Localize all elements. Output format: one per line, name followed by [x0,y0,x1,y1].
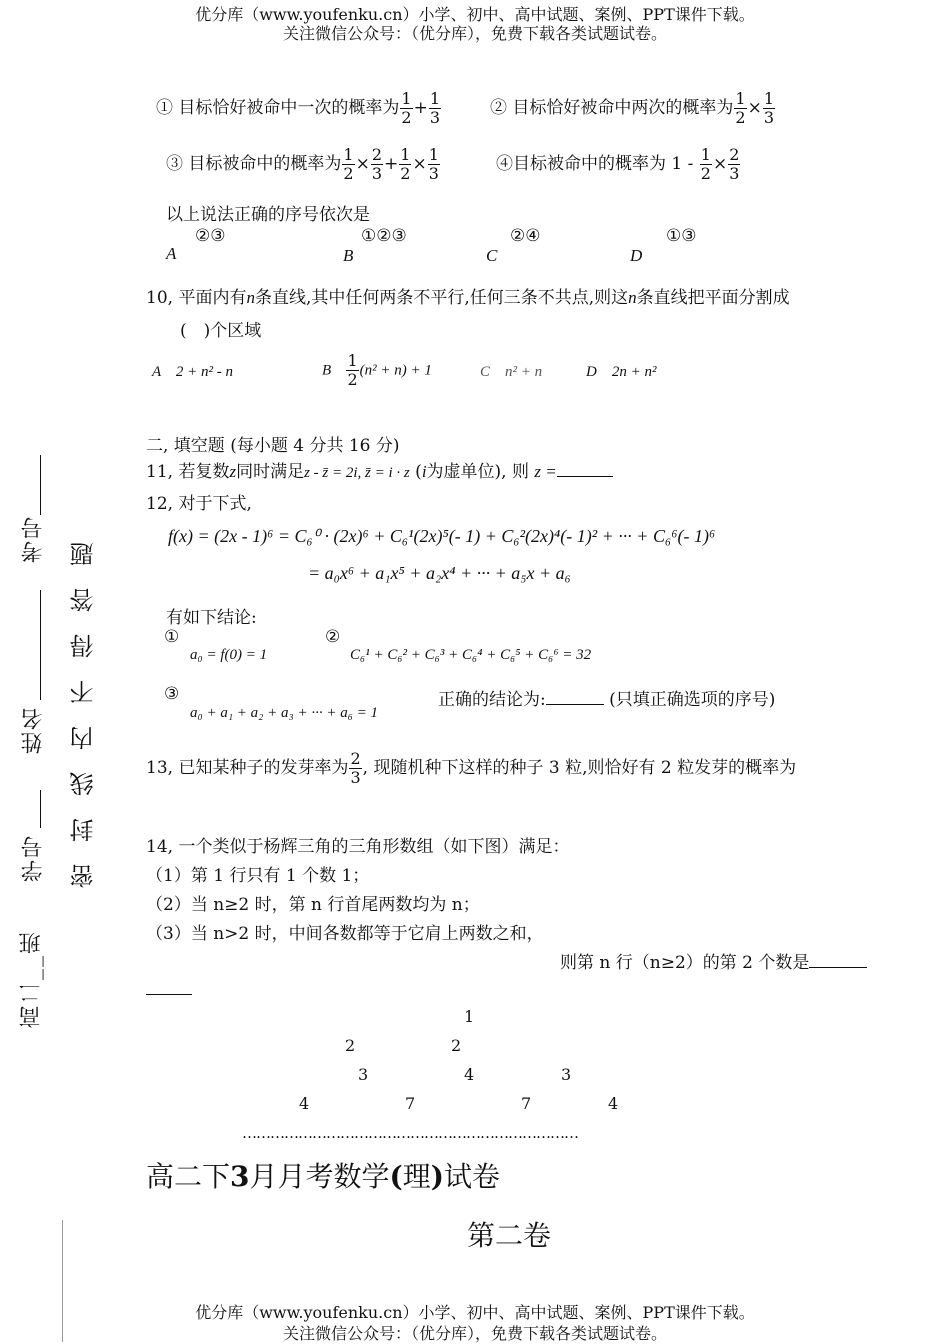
triangle-r3-c3: 3 [561,1065,572,1084]
q9-option-b-text: ①②③ [361,226,407,246]
q12-c3-num: ③ [164,684,180,704]
q14-line-2: （1）第 1 行只有 1 个数 1； [146,866,370,886]
seal-line-text: 密封线内不得答题 [70,520,98,888]
q9-statement-4: ④目标被命中的概率为 1 - $\frac{1}{2}$ × $\frac{2}{3}$ [496,145,740,183]
section-2-title: 二, 填空题 (每小题 4 分共 16 分) [146,436,400,456]
q12-title: 12, 对于下式, [146,494,252,514]
q14-line-5: 则第 n 行（n≥2）的第 2 个数是 [560,948,867,973]
xuehao-blank[interactable] [40,790,41,828]
q9-statement-1: ① 目标恰好被命中一次的概率为 $\frac{1}{2}$ + $\frac{1}{3}$ [156,89,441,127]
xuehao-label: 学号 [21,834,46,882]
triangle-r2-c2: 2 [451,1036,462,1055]
triangle-r2-c1: 2 [345,1036,356,1055]
triangle-dots: ……………………………………………………………… [242,1124,578,1142]
q10-line-1: 10, 平面内有n条直线,其中任何两条不平行,任何三条不共点,则这n条直线把平面分割成 [146,288,790,308]
q9-option-d-letter: D [630,246,643,265]
triangle-r3-c2: 4 [464,1065,475,1084]
q12-answer-line: 正确的结论为: (只填正确选项的序号) [438,685,775,710]
kaohao-label: 考号 [21,515,46,563]
header-line-2: 关注微信公众号：（优分库），免费下载各类试题试卷。 [282,24,667,43]
q13-text: 13, 已知某种子的发芽率为 $\frac{2}{3}$ , 现随机种下这样的种子 3 粒,则恰好有 2 粒发芽的概率为 [146,749,797,787]
q12-c1: a₀ = f(0) = 1 [190,647,268,663]
q10-option-b: B $\frac{1}{2}$ (n² + n) + 1 [322,351,432,389]
binding-line [62,1220,63,1342]
q12-answer-blank[interactable] [546,687,604,705]
xingming-label: 姓名 [21,706,46,754]
triangle-r3-c1: 3 [358,1065,369,1084]
q9-option-a-letter: A [166,244,177,263]
triangle-r4-c1: 4 [299,1094,310,1113]
q12-equation-2: = a₀x⁶ + a₁x⁵ + a₂x⁴ + ··· + a₅x + a₆ [308,563,571,583]
q10-option-a: A 2 + n² - n [152,364,234,380]
q12-c1-num: ① [164,627,180,647]
triangle-r4-c2: 7 [405,1094,416,1113]
xingming-blank[interactable] [40,590,41,700]
q14-line-4: （3）当 n>2 时，中间各数都等于它肩上两数之和， [146,924,544,944]
q9-stem: 以上说法正确的序号依次是 [166,205,370,225]
q14-line-1: 14, 一个类似于杨辉三角的三角形数组（如下图）满足： [146,837,570,857]
q12-c3: a₀ + a₁ + a₂ + a₃ + ··· + a₆ = 1 [190,705,379,721]
paper-title: 高二下3月月考数学(理)试卷 [146,1160,501,1193]
footer-line-1: 优分库（www.youfenku.cn）小学、初中、高中试题、案例、PPT课件下载。 [195,1303,755,1322]
q10-option-c: C n² + n [480,364,543,380]
triangle-r4-c3: 7 [521,1094,532,1113]
q9-statement-3: ③ 目标被命中的概率为 $\frac{1}{2}$ × $\frac{2}{3}$ + $\frac{1}{2}$ × $\frac{1}{3}$ [166,145,439,183]
q12-conclusions-label: 有如下结论: [166,608,257,628]
q10-line-2: ( )个区域 [180,321,262,341]
q9-option-b-letter: B [343,246,354,265]
q14-answer-blank-continued[interactable] [146,994,192,995]
triangle-r1-c1: 1 [464,1007,475,1026]
q11-text: 11, 若复数z同时满足z - z̄ = 2i, z̄ = i · z (i为虚单位), 则 z = [146,457,613,482]
q9-statement-2: ② 目标恰好被命中两次的概率为 $\frac{1}{2}$ × $\frac{1}{3}$ [490,89,775,127]
q9-option-d-text: ①③ [666,226,697,246]
q12-equation-1: f(x) = (2x - 1)⁶ = C₆⁰ · (2x)⁶ + C₆¹(2x)⁵(- 1) + C₆²(2x)⁴(- 1)² + ··· + C₆⁶(- 1)⁶ [168,526,716,546]
q12-c2-num: ② [325,627,341,647]
volume-title: 第二卷 [467,1219,552,1252]
q10-option-d: D 2n + n² [586,364,657,380]
triangle-r4-c4: 4 [608,1094,619,1113]
q14-answer-blank[interactable] [809,950,867,968]
q9-option-c-text: ②④ [510,226,541,246]
banji-label: 高二__班 [19,930,44,1028]
q9-option-a-text: ②③ [195,226,226,246]
footer-line-2: 关注微信公众号：（优分库），免费下载各类试题试卷。 [282,1324,667,1343]
q14-line-3: （2）当 n≥2 时，第 n 行首尾两数均为 n； [146,895,480,915]
q11-answer-blank[interactable] [557,459,613,477]
q9-option-c-letter: C [486,246,498,265]
header-line-1: 优分库（www.youfenku.cn）小学、初中、高中试题、案例、PPT课件下载。 [195,5,755,24]
q12-c2: C₆¹ + C₆² + C₆³ + C₆⁴ + C₆⁵ + C₆⁶ = 32 [350,647,592,663]
kaohao-blank[interactable] [40,455,41,515]
